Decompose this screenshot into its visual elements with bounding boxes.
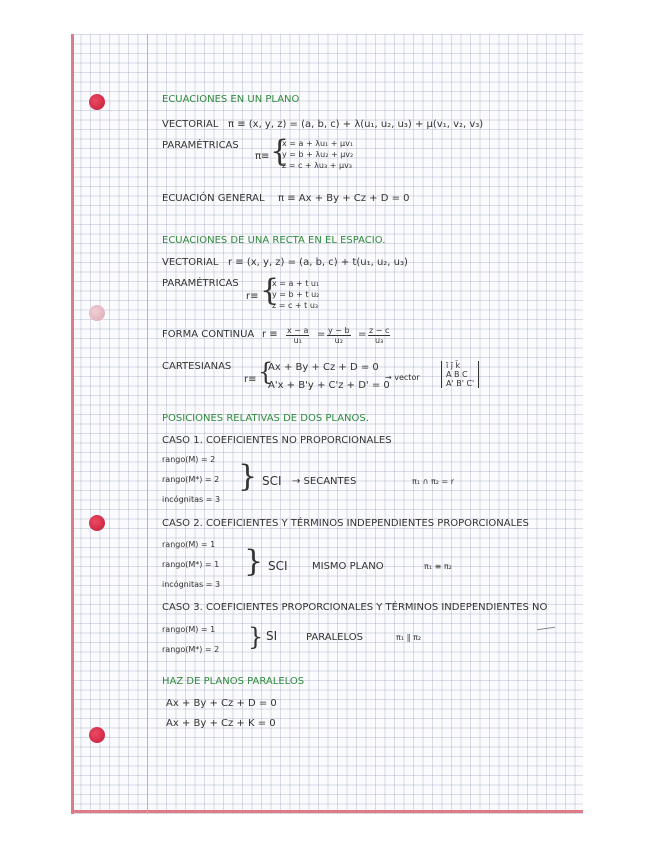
parametric-line: z = c + λu₃ + μv₃ (282, 161, 353, 170)
case2-line: rango(M) = 1 (162, 540, 216, 549)
parallel-plane-equation: Ax + By + Cz + D = 0 (166, 698, 277, 709)
case3-line: rango(M) = 1 (162, 625, 216, 634)
case1-note: π₁ ∩ π₂ = r (412, 477, 455, 486)
general-equation: π ≡ Ax + By + Cz + D = 0 (278, 193, 410, 204)
equals-sign: = (317, 329, 326, 340)
cartesian-line: A'x + B'y + C'z + D' = 0 (268, 380, 390, 391)
parametric-pi: π≡ (255, 151, 270, 162)
case3-title: CASO 3. COEFICIENTES PROPORCIONALES Y TÉRMINOS INDEPENDIENTES NO (162, 602, 548, 613)
section-title-plane-equations: ECUACIONES EN UN PLANO (162, 94, 300, 105)
fraction-numerator: y − b (328, 326, 350, 335)
fraction-denominator: u₂ (334, 336, 343, 345)
punch-hole-icon (89, 515, 105, 531)
parametric-r: r≡ (246, 291, 259, 302)
matrix-row: ī j̄ k̄ (446, 361, 461, 370)
cartesian-line: Ax + By + Cz + D = 0 (268, 362, 379, 373)
left-margin-line (71, 34, 74, 814)
case1-line: rango(M) = 2 (162, 455, 216, 464)
matrix-row: A' B' C' (446, 379, 475, 388)
left-brace: { (258, 358, 274, 386)
vector-arrow: → vector (385, 373, 420, 382)
vectorial-label: VECTORIAL (162, 119, 219, 130)
section-title-line-equations: ECUACIONES DE UNA RECTA EN EL ESPACIO. (162, 235, 386, 246)
right-brace: { (248, 623, 264, 651)
left-brace: { (260, 273, 280, 308)
fraction-numerator: x − a (287, 326, 309, 335)
continuous-r: r ≡ (262, 329, 278, 340)
general-equation-label: ECUACIÓN GENERAL (162, 193, 265, 204)
fraction-y (327, 326, 351, 345)
cross-product-matrix (441, 361, 479, 388)
case1-result: SCI (262, 474, 282, 488)
fraction-x (286, 326, 309, 345)
fraction-denominator: u₁ (293, 336, 302, 345)
case3-parallel: PARALELOS (306, 632, 363, 643)
case2-line: incógnitas = 3 (162, 580, 221, 589)
parametric-label: PARAMÉTRICAS (162, 140, 239, 151)
punch-hole-icon (89, 727, 105, 743)
parametric-line: x = a + λu₁ + μv₁ (282, 139, 354, 148)
left-brace: { (270, 134, 290, 169)
vectorial-equation: r ≡ (x, y, z) = (a, b, c) + t(u₁, u₂, u₃) (228, 257, 408, 268)
parametric-line: y = b + t u₂ (272, 290, 320, 299)
parametric-label: PARAMÉTRICAS (162, 278, 239, 289)
right-brace: { (244, 544, 264, 579)
right-brace: { (238, 459, 258, 494)
case1-line: rango(M*) = 2 (162, 475, 220, 484)
punch-hole-icon (89, 94, 105, 110)
case1-title: CASO 1. COEFICIENTES NO PROPORCIONALES (162, 435, 392, 446)
case2-line: rango(M*) = 1 (162, 560, 220, 569)
case1-secants: → SECANTES (292, 476, 357, 487)
case1-line: incógnitas = 3 (162, 495, 221, 504)
section-title-relative-positions: POSICIONES RELATIVAS DE DOS PLANOS. (162, 413, 369, 424)
fraction-numerator: z − c (369, 326, 390, 335)
parametric-line: x = a + t u₁ (272, 279, 320, 288)
parametric-line: y = b + λu₂ + μv₂ (282, 150, 354, 159)
equals-sign: = (358, 329, 367, 340)
section-title-parallel-planes: HAZ DE PLANOS PARALELOS (162, 676, 305, 687)
case2-same-plane: MISMO PLANO (312, 561, 384, 572)
case2-title: CASO 2. COEFICIENTES Y TÉRMINOS INDEPENDIENTES PROPORCIONALES (162, 518, 529, 529)
fraction-z (368, 326, 390, 345)
blue-margin-line (147, 34, 148, 814)
punch-hole-icon (89, 305, 105, 321)
fraction-denominator: u₃ (375, 336, 384, 345)
cartesian-r: r≡ (244, 374, 257, 385)
cartesian-label: CARTESIANAS (162, 361, 232, 372)
case3-line: rango(M*) = 2 (162, 645, 220, 654)
case3-note: π₁ ∥ π₂ (396, 633, 422, 642)
matrix-row: A B C (446, 370, 468, 379)
case2-note: π₁ ≡ π₂ (424, 562, 452, 571)
parallel-plane-equation: Ax + By + Cz + K = 0 (166, 718, 276, 729)
vectorial-equation: π ≡ (x, y, z) = (a, b, c) + λ(u₁, u₂, u₃) + μ(v₁, v₂, v₃) (228, 119, 484, 130)
parametric-line: z = c + t u₃ (272, 301, 319, 310)
vectorial-label: VECTORIAL (162, 257, 219, 268)
case2-result: SCI (268, 559, 288, 573)
case3-result: SI (266, 629, 278, 643)
continuous-form-label: FORMA CONTINUA (162, 329, 255, 340)
